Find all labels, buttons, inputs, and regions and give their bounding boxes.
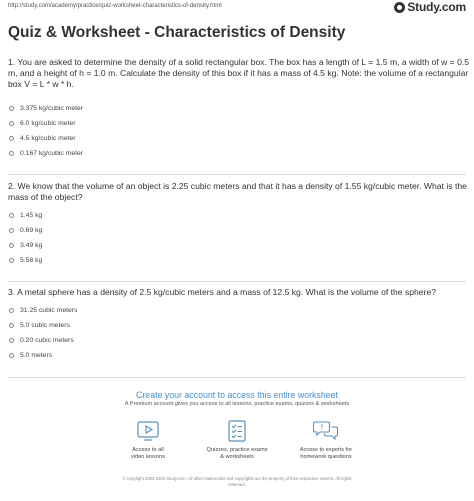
answer-label: 1.45 kg	[20, 212, 43, 219]
page-header	[0, 0, 474, 14]
feature-line: Access to all	[132, 447, 164, 453]
radio-icon[interactable]	[9, 308, 14, 313]
copyright-line: reserved.	[228, 482, 246, 487]
answer-label: 0.167 kg/cubic meter	[20, 150, 84, 157]
answer-option[interactable]	[9, 303, 77, 318]
chat-bubbles-icon	[313, 419, 339, 443]
answer-option[interactable]	[9, 348, 77, 363]
answer-label: 0.69 kg	[20, 227, 43, 234]
radio-icon[interactable]	[9, 121, 14, 126]
radio-icon[interactable]	[9, 136, 14, 141]
answer-option[interactable]	[9, 333, 77, 348]
logo-mark-icon	[394, 2, 405, 13]
radio-icon[interactable]	[9, 213, 14, 218]
radio-icon[interactable]	[9, 243, 14, 248]
radio-icon[interactable]	[9, 338, 14, 343]
question-3-options	[9, 303, 77, 363]
divider	[8, 377, 466, 378]
feature-line: & worksheets	[220, 454, 254, 460]
study-com-logo[interactable]	[394, 0, 466, 14]
answer-option[interactable]	[9, 116, 83, 131]
radio-icon[interactable]	[9, 258, 14, 263]
question-3-text: 3. A metal sphere has a density of 2.5 kg/cubic meters and a mass of 12.5 kg. What is the volume of the sphere?	[8, 287, 437, 297]
answer-option[interactable]	[9, 318, 77, 333]
svg-text:?: ?	[319, 423, 324, 432]
copyright-line: © copyright 2003-2020 Study.com. All other trademarks and copyrights are the property of their respective owners. All rights	[122, 476, 352, 481]
feature-line: Access to experts for	[299, 447, 353, 453]
answer-label: 0.20 cubic meters	[20, 337, 74, 344]
answer-option[interactable]	[9, 208, 42, 223]
premium-description: A Premium account gives you access to all lessons, practice exams, quizzes & worksheets	[124, 401, 350, 407]
answer-label: 4.5 kg/cubic meter	[20, 135, 76, 142]
answer-option[interactable]	[9, 253, 42, 268]
feature-experts	[271, 419, 381, 461]
question-2-text: 2. We know that the volume of an object is 2.25 cubic meters and that it has a density of 1.55 kg/cubic meter. What is the mass of the object?	[8, 181, 467, 202]
radio-icon[interactable]	[9, 353, 14, 358]
question-1-text: 1. You are asked to determine the density of a solid rectangular box. The box has a length of L = 1.5 m, a width of w = 0.5 m, and a height of h = 1.0 m. Calculate the density of this box if it has a mass of 4.5 kg. Note: the volume of a rectangular box V = L * w * h.	[8, 57, 470, 89]
answer-option[interactable]	[9, 101, 83, 116]
create-account-link[interactable]: Create your account to access this entire worksheet	[136, 390, 338, 400]
logo-text: Study.com	[407, 0, 466, 14]
divider	[8, 174, 466, 175]
radio-icon[interactable]	[9, 323, 14, 328]
feature-line: homework questions	[300, 454, 352, 460]
answer-label: 5.0 cubic meters	[20, 322, 70, 329]
copyright-footer	[0, 476, 474, 488]
answer-option[interactable]	[9, 146, 83, 161]
radio-icon[interactable]	[9, 106, 14, 111]
answer-label: 6.0 kg/cubic meter	[20, 120, 76, 127]
answer-label: 3.49 kg	[20, 242, 43, 249]
answer-label: 3.375 kg/cubic meter	[20, 105, 84, 112]
answer-option[interactable]	[9, 223, 42, 238]
radio-icon[interactable]	[9, 228, 14, 233]
answer-label: 31.25 cubic meters	[20, 307, 78, 314]
page-title: Quiz & Worksheet - Characteristics of Density	[8, 24, 346, 41]
question-1-options	[9, 101, 83, 161]
feature-line: Quizzes, practice exams	[206, 447, 268, 453]
answer-label: 5.0 meters	[20, 352, 53, 359]
checklist-icon	[224, 419, 250, 443]
answer-option[interactable]	[9, 238, 42, 253]
answer-option[interactable]	[9, 131, 83, 146]
question-2-options	[9, 208, 42, 268]
divider	[8, 281, 466, 282]
radio-icon[interactable]	[9, 151, 14, 156]
answer-label: 5.58 kg	[20, 257, 43, 264]
page-url: http://study.com/academy/practice/quiz-worksheet-characteristics-of-density.html	[8, 3, 222, 9]
feature-line: video lessons	[131, 454, 165, 460]
video-icon	[135, 419, 161, 443]
